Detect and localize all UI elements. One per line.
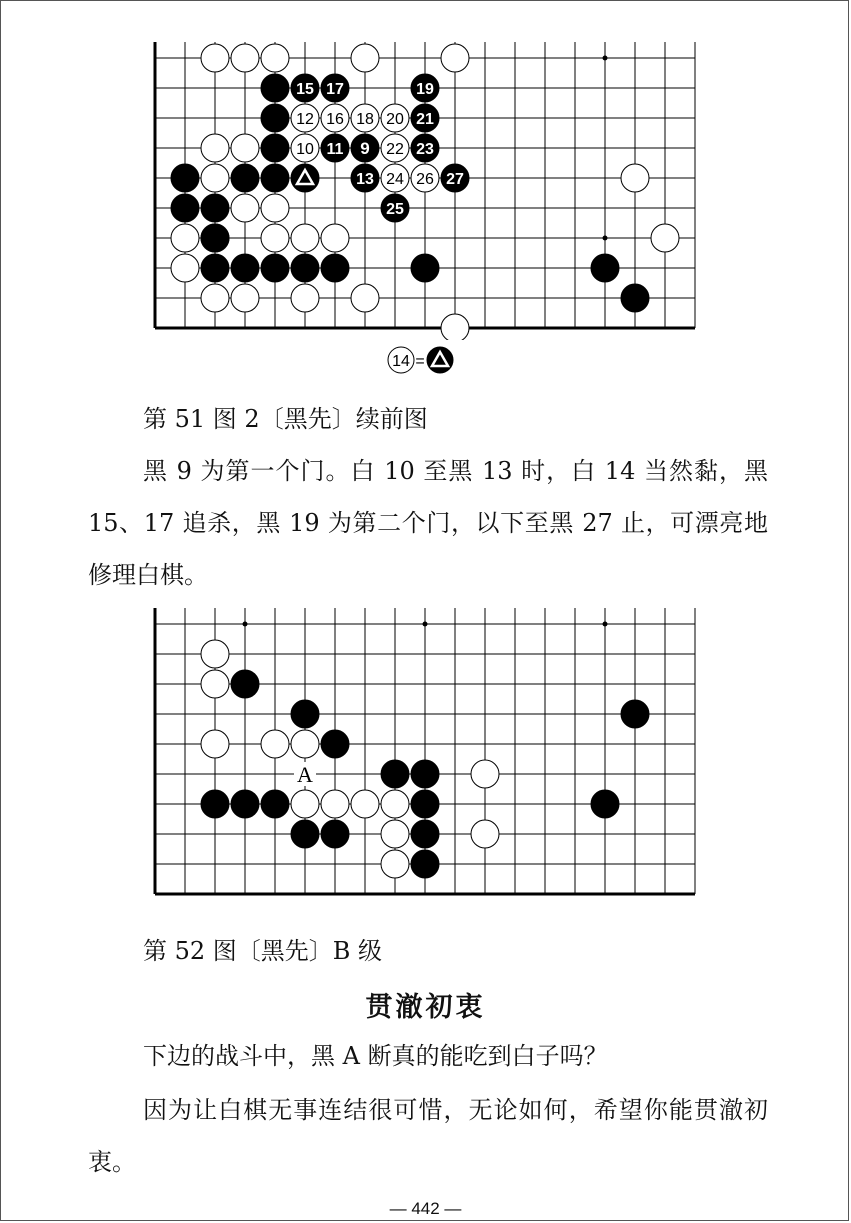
star-point	[603, 622, 608, 627]
move-number: 24	[386, 171, 404, 188]
white-stone	[201, 640, 229, 668]
white-stone	[471, 820, 499, 848]
star-point	[243, 622, 248, 627]
move-number: 27	[446, 171, 464, 188]
paragraph-1: 黑 9 为第一个门。白 10 至黑 13 时，白 14 当然黏，黑 15、17 追杀，黑 19 为第二个门，以下至黑 27 止，可漂亮地修理白棋。	[88, 457, 768, 589]
black-stone	[231, 670, 259, 698]
black-stone	[591, 790, 619, 818]
move-number: 16	[326, 111, 344, 128]
diagram-51-caption: 第 51 图 2〔黑先〕续前图	[143, 405, 428, 433]
move-number: 17	[326, 81, 344, 98]
move-number: 11	[326, 141, 344, 158]
white-stone	[291, 730, 319, 758]
paragraph-3: 因为让白棋无事连结很可惜，无论如何，希望你能贯澈初衷。	[88, 1096, 768, 1176]
section-title: 贯澈初衷	[365, 992, 486, 1023]
move-number: 19	[416, 81, 434, 98]
move-number: 20	[386, 111, 404, 128]
black-stone	[411, 820, 439, 848]
black-stone	[321, 730, 349, 758]
white-stone	[381, 850, 409, 878]
page-number: — 442 —	[389, 1199, 462, 1218]
star-point	[423, 622, 428, 627]
point-label-a: A	[297, 762, 313, 787]
white-stone	[471, 760, 499, 788]
black-stone	[321, 820, 349, 848]
white-stone	[321, 790, 349, 818]
legend-number: 14	[392, 353, 410, 370]
move-number: 9	[360, 139, 370, 158]
white-stone	[381, 790, 409, 818]
move-number: 15	[296, 81, 314, 98]
move-number: 26	[416, 171, 434, 188]
black-stone	[291, 820, 319, 848]
move-number: 21	[416, 111, 434, 128]
white-stone	[201, 670, 229, 698]
black-stone	[381, 760, 409, 788]
black-stone	[621, 700, 649, 728]
black-stone	[291, 700, 319, 728]
black-stone	[231, 790, 259, 818]
move-number: 25	[386, 201, 404, 218]
legend-equals: =	[415, 353, 425, 370]
black-stone	[411, 760, 439, 788]
black-stone	[411, 790, 439, 818]
white-stone	[381, 820, 409, 848]
white-stone	[261, 730, 289, 758]
move-number: 13	[356, 171, 374, 188]
move-number: 10	[296, 141, 314, 158]
move-number: 18	[356, 111, 374, 128]
move-number: 12	[296, 111, 314, 128]
black-stone	[411, 850, 439, 878]
black-stone	[201, 790, 229, 818]
move-number: 22	[386, 141, 404, 158]
move-number: 23	[416, 141, 434, 158]
diagram-52-caption: 第 52 图〔黑先〕B 级	[143, 937, 383, 965]
paragraph-2: 下边的战斗中，黑 A 断真的能吃到白子吗？	[143, 1042, 608, 1070]
white-stone	[351, 790, 379, 818]
white-stone	[201, 730, 229, 758]
black-stone	[261, 790, 289, 818]
white-stone	[291, 790, 319, 818]
